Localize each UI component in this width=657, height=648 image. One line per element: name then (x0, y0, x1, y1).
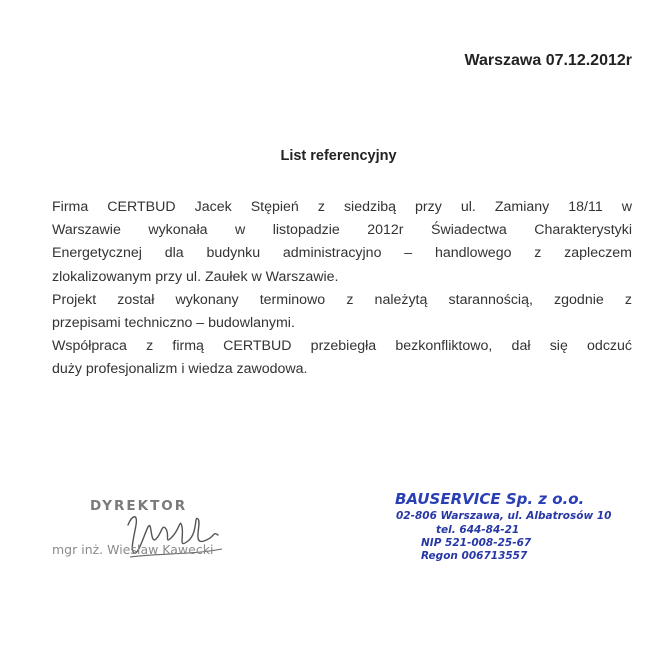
stamp-company: BAUSERVICE Sp. z o.o. (395, 490, 585, 508)
stamp-address: 02-806 Warszawa, ul. Albatrosów 10 (396, 510, 612, 522)
signature-block (30, 495, 250, 575)
text-line: przepisami techniczno – budowlanymi. (52, 315, 295, 332)
text-line: Współpraca z firmą CERTBUD przebiegła bezkonfliktowo, dał się odczuć (52, 338, 632, 355)
document-date: Warszawa 07.12.2012r (464, 52, 632, 69)
company-stamp (380, 490, 612, 570)
stamp-phone: tel. 644-84-21 (436, 524, 520, 536)
text-line: Firma CERTBUD Jacek Stępień z siedzibą przy ul. Zamiany 18/11 w (52, 199, 632, 215)
paragraph-1 (52, 196, 632, 289)
paragraph-3 (52, 335, 632, 381)
document-title: List referencyjny (280, 148, 397, 164)
stamp-regon: Regon 006713557 (421, 550, 528, 562)
letter-body (52, 196, 632, 382)
signatory-name: mgr inż. Wiesław Kawecki (52, 542, 214, 557)
paragraph-2 (52, 289, 632, 335)
text-line: Projekt został wykonany terminowo z należytą starannością, zgodnie z (52, 291, 632, 308)
text-line: Warszawie wykonała w listopadzie 2012r Świadectwa Charakterystyki (52, 222, 632, 239)
signature-role: DYREKTOR (90, 498, 188, 514)
text-line: duży profesjonalizm i wiedza zawodowa. (52, 361, 308, 378)
text-line: zlokalizowanym przy ul. Zaułek w Warszawie. (52, 268, 339, 285)
stamp-nip: NIP 521-008-25-67 (421, 537, 532, 549)
text-line: Energetycznej dla budynku administracyjno – handlowego z zapleczem (52, 245, 632, 262)
